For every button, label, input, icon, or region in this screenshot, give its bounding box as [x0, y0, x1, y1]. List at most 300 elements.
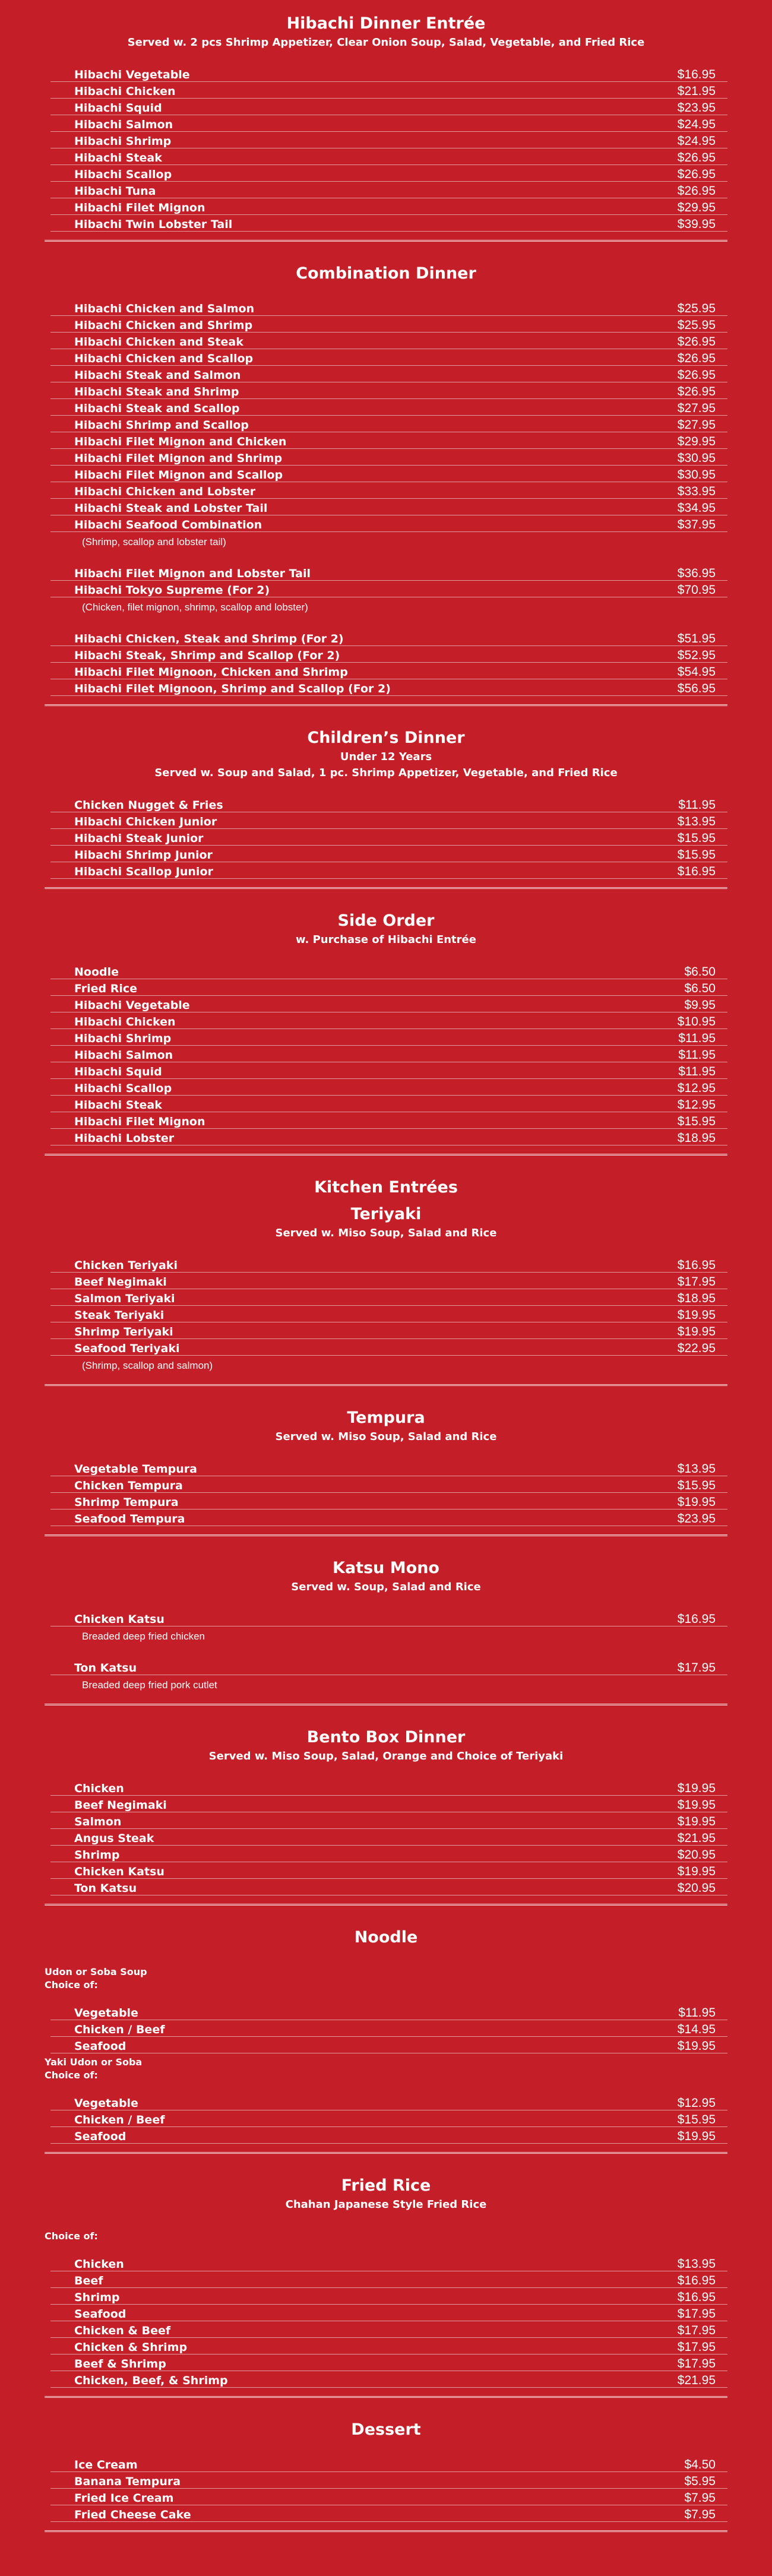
title-spacer [45, 1200, 727, 1205]
item-name: Hibachi Scallop [74, 1082, 172, 1095]
item-name: Hibachi Filet Mignon and Scallop [74, 469, 283, 482]
item-name: Shrimp Tempura [74, 1496, 179, 1509]
item-name: Beef Negimaki [74, 1276, 167, 1289]
item-name: Chicken / Beef [74, 2023, 165, 2036]
menu-item-hibachi-filet-mignon [50, 1112, 727, 1129]
item-name: Fried Ice Cream [74, 2492, 174, 2505]
menu-item-seafood [50, 2127, 727, 2144]
item-price: $36.95 [677, 567, 716, 580]
item-name: Hibachi Filet Mignon and Lobster Tail [74, 567, 311, 580]
menu-item-shrimp [50, 1846, 727, 1862]
section-title: Teriyaki [350, 1205, 422, 1223]
menu-item-hibachi-chicken-and-scallop [50, 349, 727, 366]
item-price: $17.95 [677, 2307, 716, 2321]
item-price: $70.95 [677, 583, 716, 597]
menu-item-hibachi-scallop [50, 1079, 727, 1096]
item-name: Hibachi Shrimp Junior [74, 849, 213, 862]
item-name: Hibachi Filet Mignon [74, 1115, 205, 1128]
item-name: Hibachi Chicken Junior [74, 815, 217, 828]
menu-item-seafood [50, 2305, 727, 2321]
item-price: $54.95 [677, 665, 716, 679]
section-title: Fried Rice [341, 2176, 431, 2195]
section-subtitle: Served w. 2 pcs Shrimp Appetizer, Clear Onion Soup, Salad, Vegetable, and Fried Rice [127, 36, 645, 49]
menu-item-hibachi-vegetable [50, 65, 727, 82]
menu-item-hibachi-filet-mignon-and-lobster-tail [50, 564, 727, 581]
menu-item-beef-negimaki [50, 1273, 727, 1289]
section-spacer [45, 2442, 727, 2455]
menu-item-shrimp-tempura [50, 1493, 727, 1509]
item-name: Hibachi Steak and Shrimp [74, 385, 239, 398]
item-price: $21.95 [677, 2374, 716, 2387]
item-name: Hibachi Scallop Junior [74, 865, 213, 878]
section-spacer [45, 1950, 727, 1963]
item-price: $22.95 [677, 1341, 716, 1355]
menu-section-combination-dinner [45, 262, 727, 706]
choice-line: Udon or Soba Soup [45, 1966, 147, 1977]
menu-item-chicken [50, 1779, 727, 1796]
menu-section-teriyaki [45, 1176, 727, 1386]
item-price: $16.95 [677, 865, 716, 878]
menu-item-hibachi-steak-junior [50, 829, 727, 846]
menu-item-hibachi-scallop [50, 165, 727, 182]
item-price: $17.95 [677, 1275, 716, 1289]
item-price: $19.95 [677, 1781, 716, 1795]
menu-item-hibachi-steak-and-lobster-tail [50, 499, 727, 515]
choice-heading [45, 2056, 727, 2082]
item-price: $15.95 [677, 831, 716, 845]
item-name: Hibachi Steak, Shrimp and Scallop (For 2) [74, 649, 340, 662]
item-price: $19.95 [677, 1495, 716, 1509]
choice-gap [45, 1992, 727, 2004]
choice-heading [45, 2230, 727, 2243]
menu-item-seafood-teriyaki [50, 1339, 727, 1356]
item-name: Hibachi Chicken and Lobster [74, 485, 256, 498]
section-subtitle: Under 12 Years [340, 751, 432, 763]
item-name: Seafood [74, 2130, 126, 2143]
menu-section-noodle [45, 1926, 727, 2154]
menu-item-beef [50, 2271, 727, 2288]
item-price: $19.95 [677, 2129, 716, 2143]
item-price: $16.95 [677, 68, 716, 81]
item-note: (Chicken, filet mignon, shrimp, scallop and lobster) [82, 602, 308, 613]
section-spacer [45, 286, 727, 299]
item-price: $24.95 [677, 134, 716, 148]
menu-item-chicken-beef [50, 2110, 727, 2127]
section-spacer [45, 2214, 727, 2227]
menu-item-fried-ice-cream [50, 2489, 727, 2505]
item-price: $13.95 [677, 1462, 716, 1476]
section-subtitle: w. Purchase of Hibachi Entrée [296, 933, 476, 946]
item-name: Chicken & Beef [74, 2324, 171, 2337]
item-note: (Shrimp, scallop and lobster tail) [82, 536, 226, 548]
item-name: Hibachi Steak [74, 1099, 162, 1112]
item-price: $15.95 [677, 1479, 716, 1492]
item-price: $30.95 [677, 451, 716, 465]
item-note: Breaded deep fried chicken [82, 1631, 205, 1642]
menu-item-chicken-tempura [50, 1476, 727, 1493]
menu-section-hibachi-dinner-entr-e [45, 12, 727, 242]
section-subtitle: Served w. Miso Soup, Salad, Orange and Choice of Teriyaki [208, 1750, 564, 1762]
item-price: $17.95 [677, 2357, 716, 2371]
item-price: $21.95 [677, 1831, 716, 1845]
menu-item-banana-tempura [50, 2472, 727, 2489]
section-spacer [45, 1766, 727, 1779]
item-price: $39.95 [677, 217, 716, 231]
item-price: $5.95 [684, 2474, 716, 2488]
menu-item-salmon-teriyaki [50, 1289, 727, 1306]
item-price: $27.95 [677, 418, 716, 432]
item-price: $18.95 [677, 1292, 716, 1305]
item-price: $10.95 [677, 1015, 716, 1028]
item-name: Hibachi Chicken and Salmon [74, 302, 255, 315]
item-name: Beef [74, 2274, 103, 2287]
section-subtitle: Chahan Japanese Style Fried Rice [285, 2198, 487, 2211]
item-price: $11.95 [678, 1065, 716, 1078]
menu-item-hibachi-shrimp-junior [50, 846, 727, 862]
section-title: Dessert [351, 2420, 421, 2439]
item-price: $12.95 [677, 2096, 716, 2110]
item-name: Seafood Tempura [74, 1512, 185, 1526]
menu-item-hibachi-chicken-and-lobster [50, 482, 727, 499]
item-name: Hibachi Steak and Scallop [74, 402, 240, 415]
section-subtitle: Served w. Soup, Salad and Rice [291, 1581, 481, 1593]
item-price: $25.95 [677, 318, 716, 332]
menu-item-seafood-tempura [50, 1509, 727, 1526]
section-spacer [45, 52, 727, 65]
item-gap [45, 552, 727, 564]
choice-line: Choice of: [45, 2230, 98, 2242]
item-price: $17.95 [677, 2340, 716, 2354]
item-name: Beef & Shrimp [74, 2357, 166, 2371]
section-subtitle: Served w. Soup and Salad, 1 pc. Shrimp Appetizer, Vegetable, and Fried Rice [154, 767, 618, 779]
menu-item-hibachi-filet-mignon-and-scallop [50, 466, 727, 482]
item-price: $7.95 [684, 2508, 716, 2521]
item-name: Chicken & Shrimp [74, 2341, 188, 2354]
menu-item-salmon [50, 1812, 727, 1829]
menu-item-hibachi-chicken-and-steak [50, 333, 727, 349]
menu-item-vegetable [50, 2004, 727, 2020]
item-name: Hibachi Steak and Lobster Tail [74, 502, 268, 515]
section-title: Bento Box Dinner [306, 1728, 466, 1746]
item-price: $26.95 [677, 335, 716, 349]
menu-item-shrimp [50, 2288, 727, 2305]
item-name: Hibachi Tuna [74, 185, 156, 198]
menu-item-hibachi-chicken-junior [50, 812, 727, 829]
section-spacer [45, 783, 727, 796]
item-name: Vegetable [74, 2007, 138, 2020]
item-price: $15.95 [677, 848, 716, 862]
menu-item-vegetable-tempura [50, 1460, 727, 1476]
item-price: $16.95 [677, 2290, 716, 2304]
item-price: $16.95 [677, 1612, 716, 1626]
item-note: Breaded deep fried pork cutlet [82, 1679, 217, 1691]
item-name: Hibachi Filet Mignon and Shrimp [74, 452, 283, 465]
menu-item-hibachi-chicken-and-salmon [50, 299, 727, 316]
section-title: Katsu Mono [333, 1559, 439, 1577]
item-name: Ton Katsu [74, 1662, 137, 1675]
item-name: Hibachi Squid [74, 1065, 162, 1078]
item-name: Seafood [74, 2308, 126, 2321]
menu-item-hibachi-chicken-and-shrimp [50, 316, 727, 333]
item-price: $16.95 [677, 2274, 716, 2287]
item-name: Vegetable Tempura [74, 1463, 197, 1476]
item-gap [45, 1647, 727, 1659]
menu-item-beef-negimaki [50, 1796, 727, 1812]
item-name: Hibachi Filet Mignon [74, 201, 205, 214]
item-note: (Shrimp, scallop and salmon) [82, 1360, 213, 1371]
menu-item-hibachi-salmon [50, 115, 727, 132]
item-name: Hibachi Twin Lobster Tail [74, 218, 233, 231]
item-price: $33.95 [677, 485, 716, 498]
menu-item-hibachi-shrimp [50, 1029, 727, 1046]
menu-item-chicken-katsu [50, 1862, 727, 1879]
menu-item-steak-teriyaki [50, 1306, 727, 1322]
menu-item-chicken [50, 2255, 727, 2271]
item-price: $23.95 [677, 101, 716, 115]
menu-item-chicken-shrimp [50, 2338, 727, 2355]
item-name: Seafood Teriyaki [74, 1342, 180, 1355]
item-price: $26.95 [677, 352, 716, 365]
item-name: Hibachi Vegetable [74, 68, 190, 81]
item-name: Fried Rice [74, 982, 138, 995]
choice-heading [45, 1966, 727, 1992]
item-name: Hibachi Chicken and Scallop [74, 352, 254, 365]
item-price: $21.95 [677, 84, 716, 98]
item-name: Chicken Katsu [74, 1613, 164, 1626]
item-name: Hibachi Squid [74, 102, 162, 115]
item-name: Shrimp [74, 2291, 120, 2304]
item-price: $26.95 [677, 385, 716, 398]
item-price: $19.95 [677, 1865, 716, 1878]
item-name: Hibachi Shrimp [74, 1032, 172, 1045]
choice-gap [45, 2243, 727, 2255]
menu-section-dessert [45, 2418, 727, 2532]
item-price: $18.95 [677, 1131, 716, 1145]
item-name: Hibachi Filet Mignoon, Shrimp and Scallop (For 2) [74, 682, 391, 695]
item-name: Chicken Katsu [74, 1865, 164, 1878]
item-price: $26.95 [677, 151, 716, 164]
item-name: Chicken Teriyaki [74, 1259, 178, 1272]
choice-line: Choice of: [45, 1979, 98, 1990]
section-spacer [45, 1597, 727, 1610]
item-gap [45, 618, 727, 629]
item-price: $51.95 [677, 632, 716, 645]
item-price: $13.95 [677, 2257, 716, 2271]
item-name: Hibachi Steak Junior [74, 832, 204, 845]
item-name: Hibachi Steak [74, 151, 162, 164]
item-price: $15.95 [677, 1115, 716, 1128]
item-price: $30.95 [677, 468, 716, 482]
item-name: Hibachi Shrimp [74, 135, 172, 148]
item-price: $20.95 [677, 1881, 716, 1895]
item-name: Hibachi Chicken [74, 85, 176, 98]
item-price: $15.95 [677, 2113, 716, 2126]
item-price: $34.95 [677, 501, 716, 515]
item-price: $7.95 [684, 2491, 716, 2505]
choice-line: Choice of: [45, 2069, 98, 2081]
item-price: $19.95 [677, 1325, 716, 1338]
item-name: Hibachi Vegetable [74, 999, 190, 1012]
menu-item-beef-shrimp [50, 2355, 727, 2371]
menu-item-hibachi-tokyo-supreme-for-2 [50, 581, 727, 597]
item-name: Chicken [74, 2258, 124, 2271]
menu-item-hibachi-shrimp [50, 132, 727, 148]
menu-item-shrimp-teriyaki [50, 1322, 727, 1339]
menu-section-fried-rice [45, 2174, 727, 2398]
menu-item-vegetable [50, 2094, 727, 2110]
item-price: $11.95 [678, 2006, 716, 2020]
item-name: Hibachi Seafood Combination [74, 518, 262, 531]
menu-item-ton-katsu [50, 1659, 727, 1675]
menu-item-seafood [50, 2037, 727, 2053]
item-price: $26.95 [677, 184, 716, 198]
item-name: Vegetable [74, 2097, 138, 2110]
item-price: $19.95 [677, 1798, 716, 1812]
item-name: Ice Cream [74, 2458, 138, 2471]
item-name: Shrimp [74, 1849, 120, 1862]
menu-item-hibachi-squid [50, 99, 727, 115]
item-price: $19.95 [677, 2039, 716, 2053]
menu-item-hibachi-vegetable [50, 996, 727, 1012]
item-name: Steak Teriyaki [74, 1309, 164, 1322]
item-name: Hibachi Chicken, Steak and Shrimp (For 2) [74, 632, 344, 645]
menu-item-fried-rice [50, 979, 727, 996]
item-price: $6.50 [684, 965, 716, 979]
item-price: $12.95 [677, 1098, 716, 1112]
item-name: Hibachi Salmon [74, 118, 173, 131]
item-name: Noodle [74, 966, 119, 979]
section-subtitle: Served w. Miso Soup, Salad and Rice [275, 1431, 497, 1443]
menu-item-hibachi-steak [50, 148, 727, 165]
menu-section-side-order [45, 909, 727, 1156]
section-title: Combination Dinner [296, 264, 476, 283]
menu-section-katsu-mono [45, 1556, 727, 1705]
menu-item-chicken-teriyaki [50, 1256, 727, 1273]
menu-item-hibachi-twin-lobster-tail [50, 215, 727, 232]
menu-item-hibachi-steak-and-scallop [50, 399, 727, 416]
item-name: Hibachi Salmon [74, 1049, 173, 1062]
item-price: $26.95 [677, 368, 716, 382]
menu-item-fried-cheese-cake [50, 2505, 727, 2522]
item-price: $19.95 [677, 1815, 716, 1828]
item-name: Salmon [74, 1815, 122, 1828]
menu-item-ton-katsu [50, 1879, 727, 1895]
item-price: $14.95 [677, 2023, 716, 2036]
item-name: Hibachi Chicken and Shrimp [74, 319, 253, 332]
menu-item-hibachi-steak-and-shrimp [50, 382, 727, 399]
section-subtitle: Served w. Miso Soup, Salad and Rice [275, 1227, 497, 1239]
choice-gap [45, 2082, 727, 2094]
item-price: $23.95 [677, 1512, 716, 1526]
item-price: $13.95 [677, 815, 716, 828]
menu-section-tempura [45, 1406, 727, 1536]
menu-section-children-s-dinner [45, 726, 727, 889]
item-price: $37.95 [677, 518, 716, 531]
menu-item-hibachi-filet-mignon-and-shrimp [50, 449, 727, 466]
section-title: Hibachi Dinner Entrée [286, 14, 486, 33]
item-name: Hibachi Shrimp and Scallop [74, 419, 249, 432]
menu-item-hibachi-scallop-junior [50, 862, 727, 879]
item-name: Seafood [74, 2040, 126, 2053]
item-name: Hibachi Scallop [74, 168, 172, 181]
section-title: Noodle [354, 1928, 418, 1947]
item-price: $9.95 [684, 998, 716, 1012]
item-price: $19.95 [677, 1308, 716, 1322]
item-name: Ton Katsu [74, 1882, 137, 1895]
item-price: $52.95 [677, 648, 716, 662]
menu-item-hibachi-lobster [50, 1129, 727, 1145]
item-price: $29.95 [677, 435, 716, 448]
menu-item-hibachi-chicken [50, 82, 727, 99]
item-price: $4.50 [684, 2458, 716, 2471]
menu-item-hibachi-shrimp-and-scallop [50, 416, 727, 432]
section-title: Side Order [337, 912, 435, 930]
item-name: Hibachi Filet Mignoon, Chicken and Shrimp [74, 666, 348, 679]
menu-item-hibachi-filet-mignon-and-chicken [50, 432, 727, 449]
menu-item-chicken-beef [50, 2020, 727, 2037]
category-title: Kitchen Entrées [314, 1178, 458, 1197]
item-name: Hibachi Steak and Salmon [74, 369, 241, 382]
item-price: $6.50 [684, 982, 716, 995]
item-price: $29.95 [677, 201, 716, 214]
section-spacer [45, 1447, 727, 1460]
menu-item-hibachi-salmon [50, 1046, 727, 1062]
section-spacer [45, 1243, 727, 1256]
item-name: Salmon Teriyaki [74, 1292, 175, 1305]
section-spacer [45, 950, 727, 963]
choice-line: Yaki Udon or Soba [45, 2056, 143, 2068]
item-price: $17.95 [677, 1661, 716, 1675]
item-name: Beef Negimaki [74, 1799, 167, 1812]
menu-item-hibachi-chicken-steak-and-shrimp-for-2 [50, 629, 727, 646]
item-name: Chicken / Beef [74, 2113, 165, 2126]
menu-section-bento-box-dinner [45, 1726, 727, 1906]
item-price: $11.95 [678, 1031, 716, 1045]
item-price: $17.95 [677, 2324, 716, 2337]
menu-item-chicken-beef-shrimp [50, 2371, 727, 2388]
item-price: $25.95 [677, 302, 716, 315]
menu-item-noodle [50, 963, 727, 979]
menu-item-hibachi-seafood-combination [50, 515, 727, 532]
item-name: Hibachi Filet Mignon and Chicken [74, 435, 287, 448]
item-price: $12.95 [677, 1081, 716, 1095]
item-price: $24.95 [677, 118, 716, 131]
item-price: $20.95 [677, 1848, 716, 1862]
menu-item-hibachi-steak-and-salmon [50, 366, 727, 382]
menu-item-hibachi-squid [50, 1062, 727, 1079]
item-price: $26.95 [677, 167, 716, 181]
item-name: Chicken Tempura [74, 1479, 183, 1492]
item-name: Chicken, Beef, & Shrimp [74, 2374, 228, 2387]
menu-item-hibachi-tuna [50, 182, 727, 198]
item-name: Hibachi Tokyo Supreme (For 2) [74, 584, 270, 597]
item-name: Hibachi Chicken and Steak [74, 336, 243, 349]
menu-item-chicken-katsu [50, 1610, 727, 1626]
menu-item-hibachi-steak-shrimp-and-scallop-for-2 [50, 646, 727, 663]
menu-item-hibachi-filet-mignon [50, 198, 727, 215]
item-price: $56.95 [677, 682, 716, 695]
menu-item-hibachi-filet-mignoon-shrimp-and-scallop-for-2 [50, 679, 727, 696]
menu-item-hibachi-filet-mignoon-chicken-and-shrimp [50, 663, 727, 679]
item-name: Fried Cheese Cake [74, 2508, 191, 2521]
item-price: $27.95 [677, 401, 716, 415]
item-name: Shrimp Teriyaki [74, 1325, 173, 1338]
section-title: Children’s Dinner [307, 729, 465, 747]
section-title: Tempura [347, 1409, 425, 1427]
item-name: Hibachi Lobster [74, 1132, 175, 1145]
item-price: $11.95 [678, 1048, 716, 1062]
menu-item-chicken-beef [50, 2321, 727, 2338]
